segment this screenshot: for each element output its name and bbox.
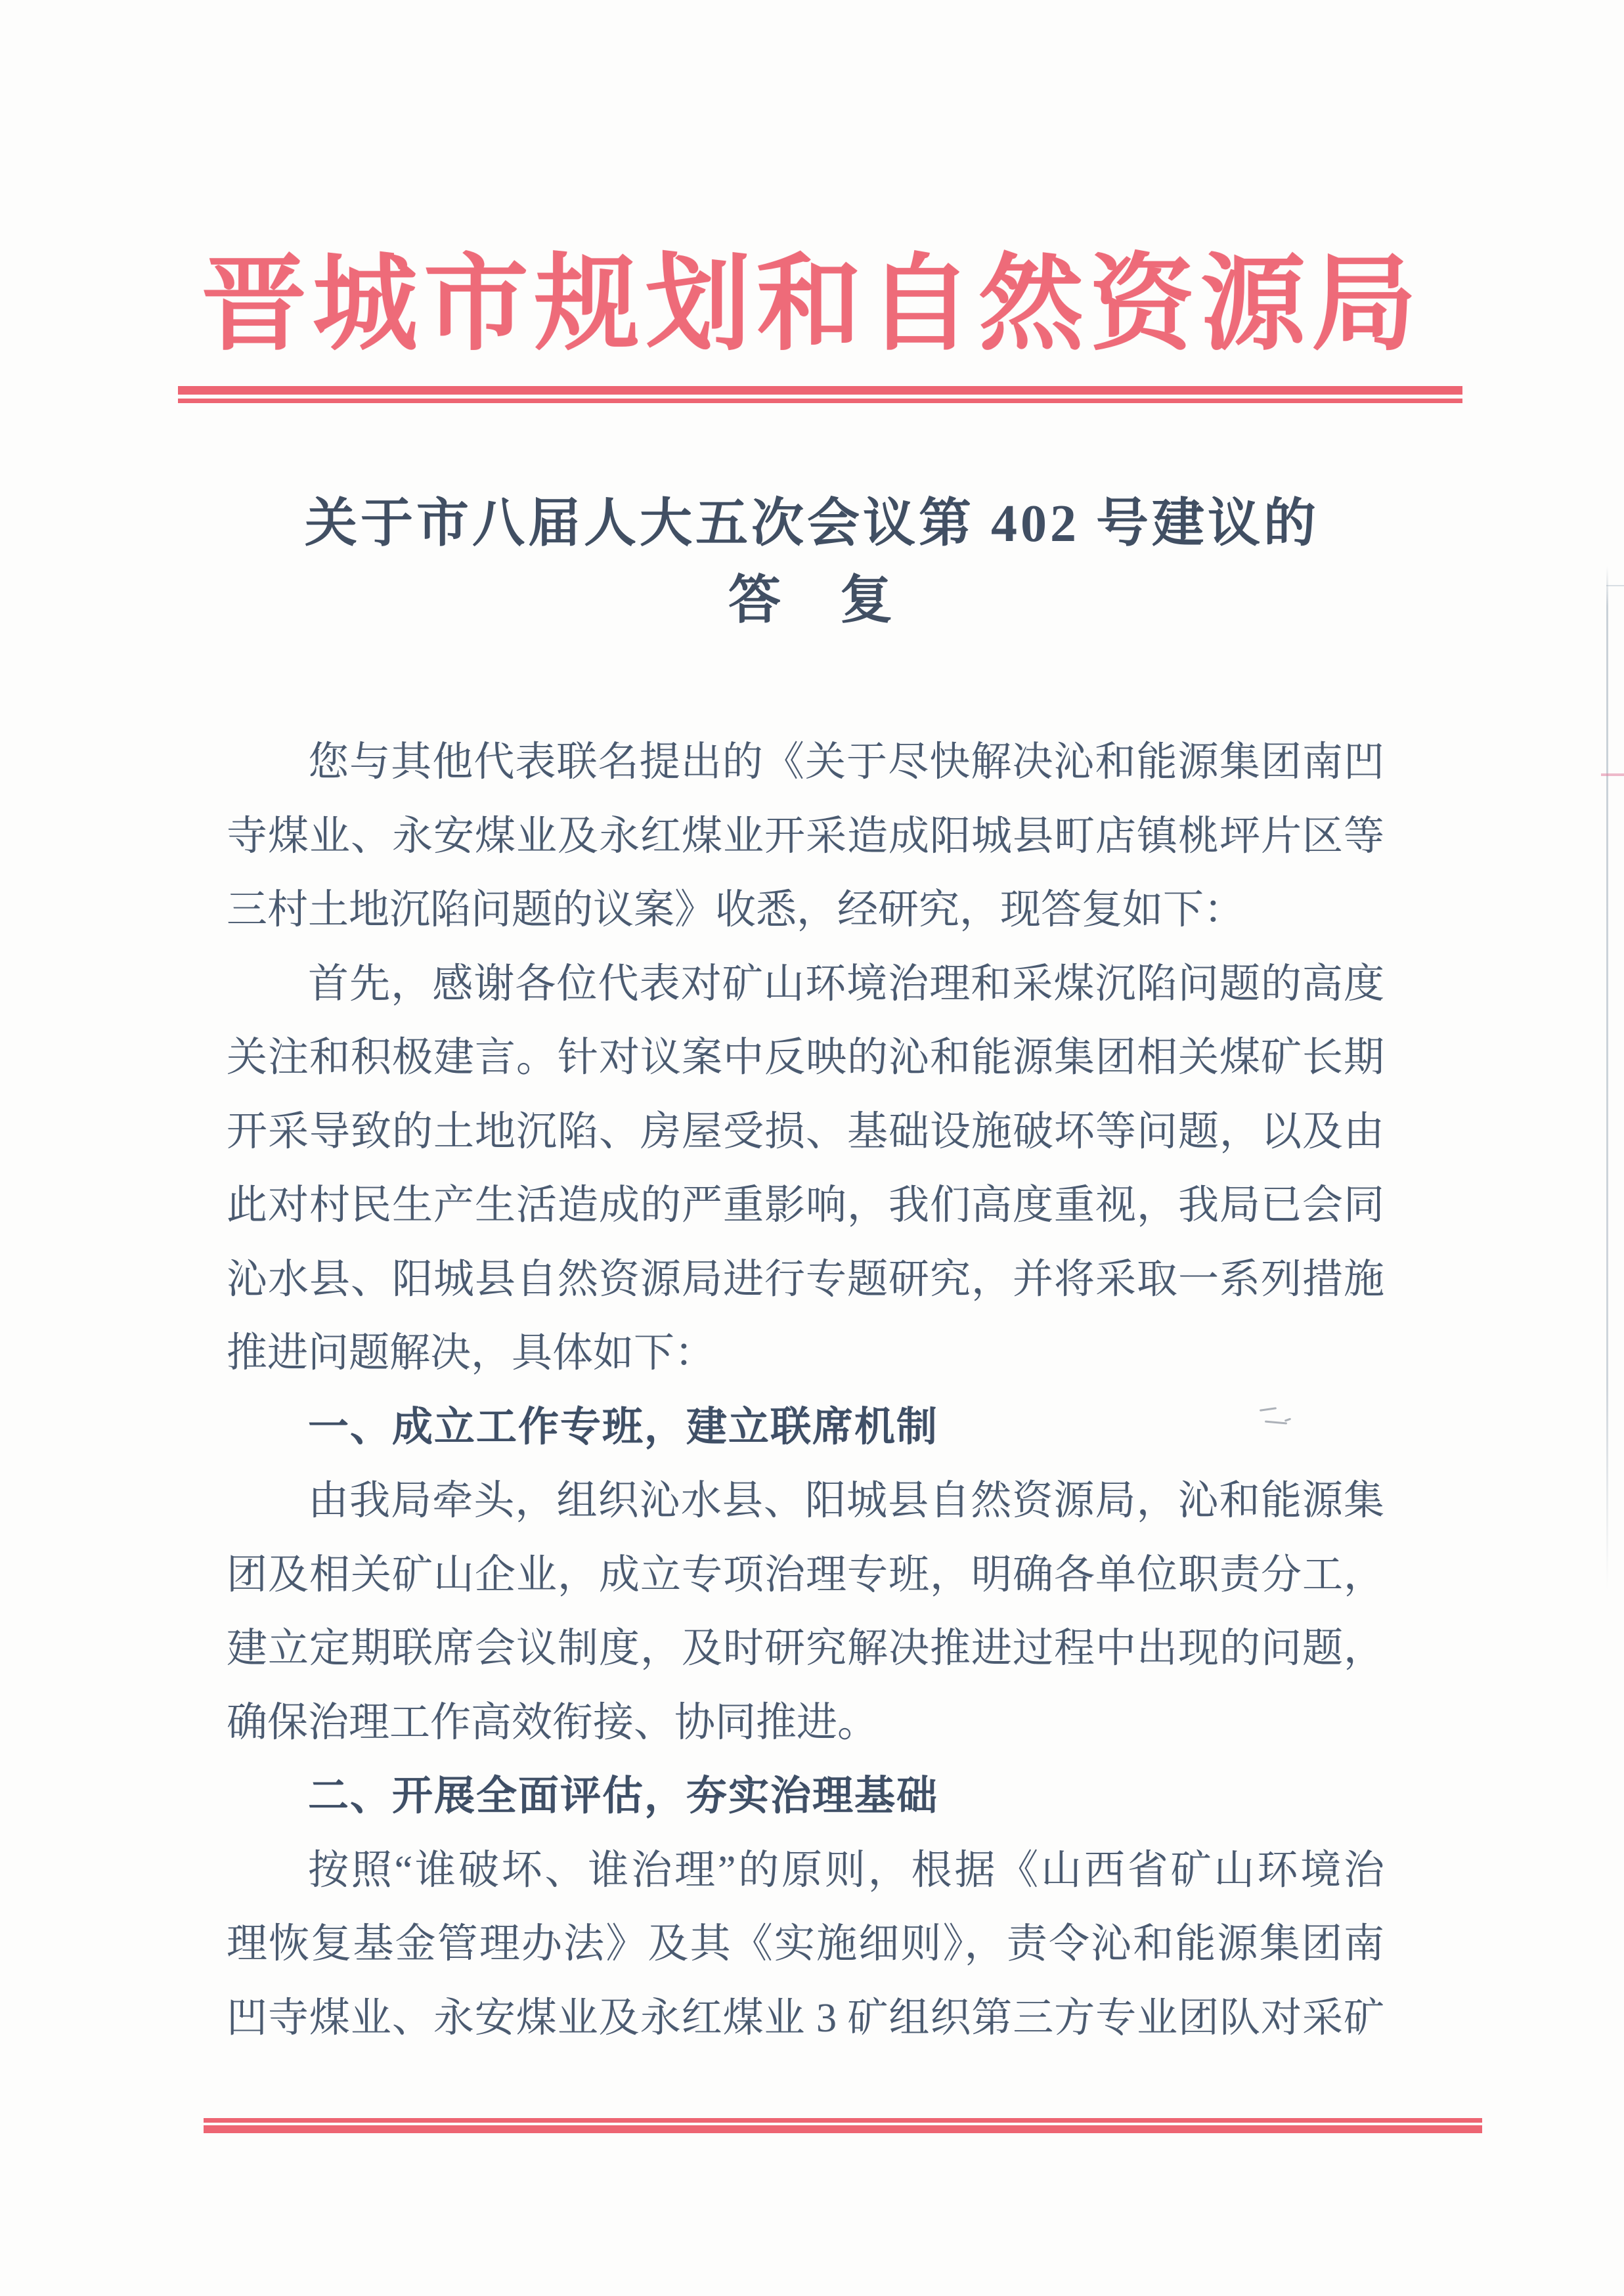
- body-line: 开采导致的土地沉陷、房屋受损、基础设施破坏等问题，以及由: [227, 1109, 1384, 1154]
- faint-pencil-mark: [1256, 1407, 1295, 1429]
- body-line: 首先，感谢各位代表对矿山环境治理和采煤沉陷问题的高度: [308, 961, 1384, 1007]
- body-line: 按照“谁破坏、谁治理”的原则，根据《山西省矿山环境治: [308, 1848, 1384, 1893]
- letterhead-rule-thin: [178, 399, 1462, 403]
- document-title-line2: 答 复: [728, 572, 896, 630]
- section-heading-1: 一、成立工作专班，建立联席机制: [308, 1404, 939, 1450]
- body-line: 团及相关矿山企业，成立专项治理专班，明确各单位职责分工，: [227, 1552, 1384, 1597]
- document-title: [0, 486, 1624, 639]
- body-line: 此对村民生产生活造成的严重影响，我们高度重视，我局已会同: [227, 1183, 1384, 1228]
- body-line: 建立定期联席会议制度，及时研究解决推进过程中出现的问题，: [227, 1626, 1384, 1671]
- scan-edge-artifact-line: [1606, 566, 1608, 1590]
- footer-rule-thin: [204, 2118, 1482, 2123]
- body-line: 寺煤业、永安煤业及永红煤业开采造成阳城县町店镇桃坪片区等: [227, 813, 1384, 859]
- scan-edge-pink-tick: [1601, 773, 1624, 776]
- body-line: 您与其他代表联名提出的《关于尽快解决沁和能源集团南凹: [308, 740, 1384, 785]
- letterhead-rule-thick: [178, 386, 1462, 395]
- body-line: 理恢复基金管理办法》及其《实施细则》，责令沁和能源集团南: [227, 1922, 1384, 1966]
- body-line: 关注和积极建言。针对议案中反映的沁和能源集团相关煤矿长期: [227, 1035, 1384, 1080]
- body-line: 三村土地沉陷问题的议案》收悉，经研究，现答复如下：: [227, 888, 1245, 932]
- scan-edge-artifact-tick: [1606, 585, 1624, 586]
- body-line: 凹寺煤业、永安煤业及永红煤业 3 矿组织第三方专业团队对采矿: [227, 1995, 1384, 2041]
- body-line: 确保治理工作高效衔接、协同推进。: [227, 1700, 879, 1745]
- body-line: 推进问题解决，具体如下：: [227, 1331, 716, 1375]
- body-line: 沁水县、阳城县自然资源局进行专题研究，并将采取一系列措施: [227, 1257, 1384, 1302]
- section-heading-2: 二、开展全面评估，夯实治理基础: [308, 1773, 939, 1819]
- document-body: [227, 726, 1384, 2055]
- letterhead-agency-name: 晋城市规划和自然资源局: [201, 246, 1422, 363]
- footer-rule-thick: [204, 2125, 1482, 2133]
- document-title-line1: 关于市八届人大五次会议第 402 号建议的: [305, 495, 1319, 553]
- body-line: 由我局牵头，组织沁水县、阳城县自然资源局，沁和能源集: [308, 1479, 1384, 1523]
